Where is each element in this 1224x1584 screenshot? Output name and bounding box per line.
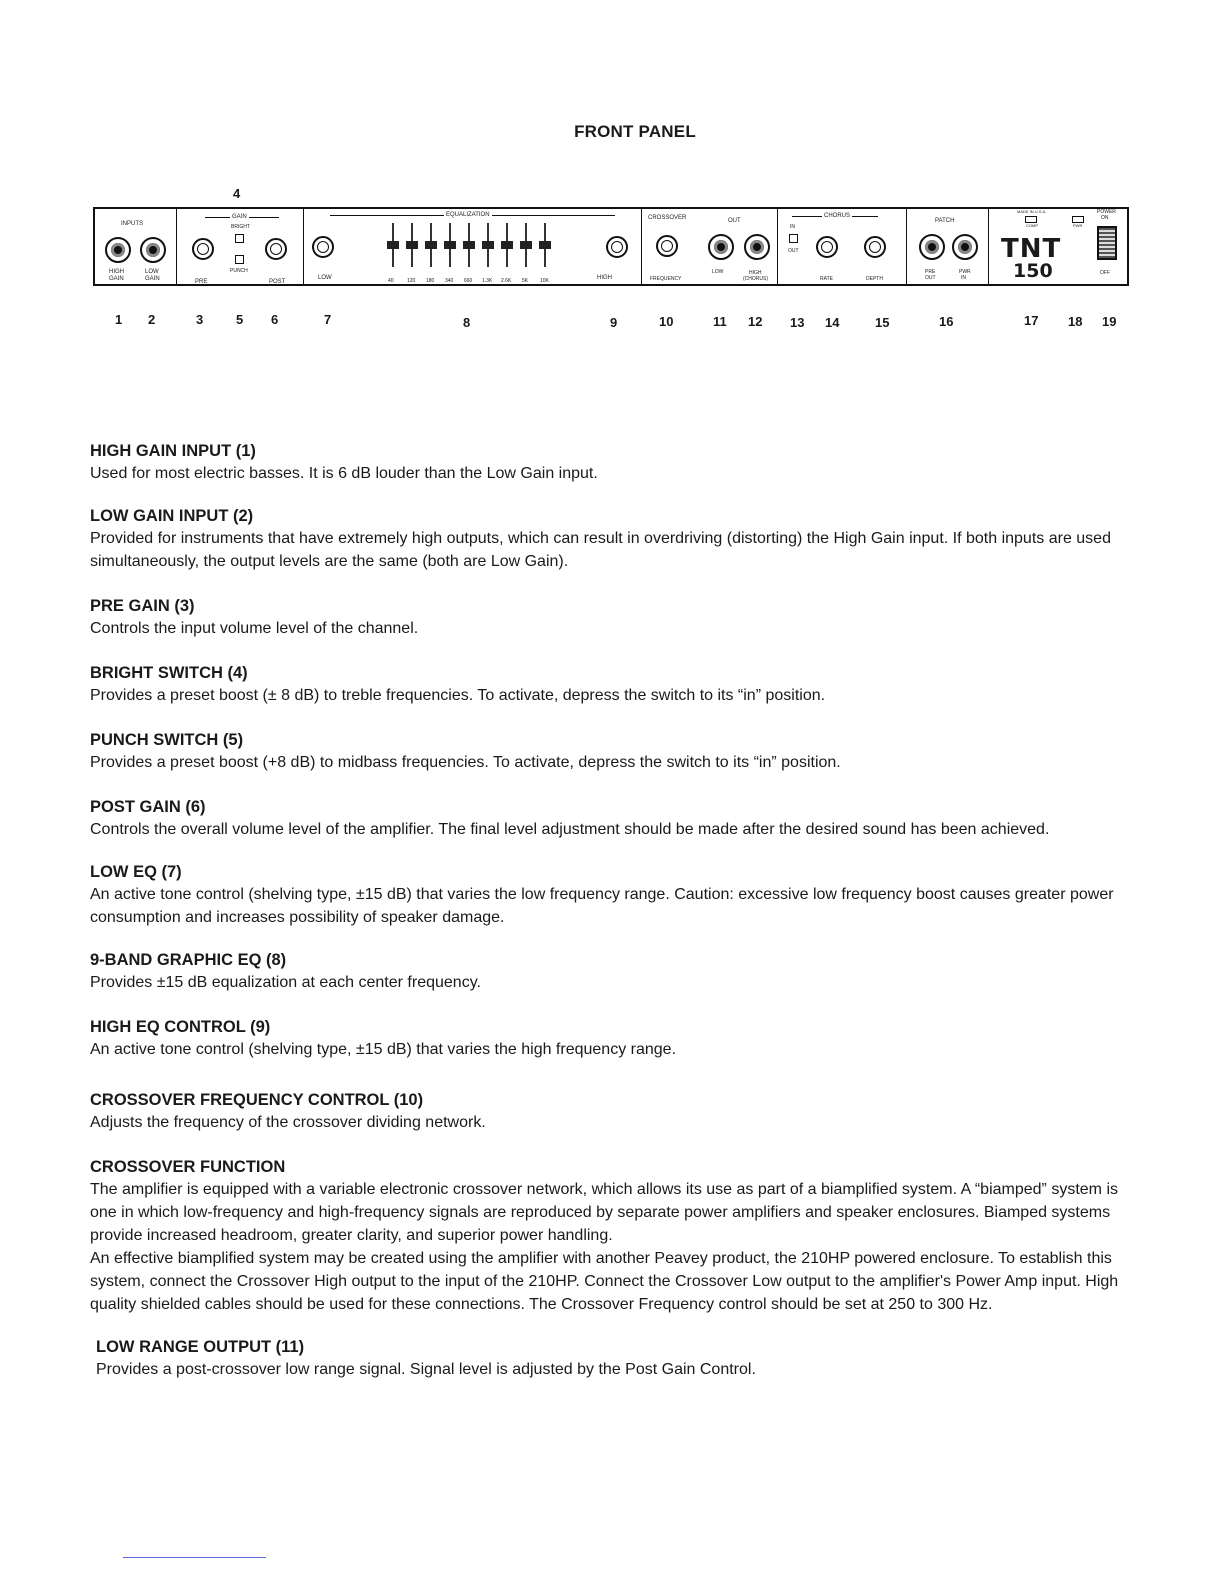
description-list <box>90 440 1125 1394</box>
out-high-label-2: (CHORUS) <box>743 276 768 282</box>
eq-slider-40[interactable] <box>387 223 399 267</box>
made-in-usa-label: MADE IN U.S.A. <box>1017 209 1047 214</box>
section-body: Provided for instruments that have extremely high outputs, which can result in overdriving (distorting) the High Gain input. If both inputs are used simultaneously, the output levels are the same (both are Low Gain). <box>90 530 1111 570</box>
footer-rule <box>123 1557 266 1558</box>
section-pre-gain <box>90 595 1125 640</box>
eq-freq-label: 40 <box>388 278 394 284</box>
power-switch[interactable] <box>1097 226 1117 260</box>
section-body: An effective biamplified system may be created using the amplifier with another Peavey product, the 210HP powered enclosure. To establish this system, connect the Crossover High output to the input of the 210HP. Connect the Crossover Low output to the amplifier's Power Amp input. High quality shielded cables should be used for these connections. The Crossover Frequency control should be set at 250 to 300 Hz. <box>90 1250 1119 1313</box>
section-post-gain <box>90 796 1125 841</box>
pre-out-label-1: PRE <box>925 269 936 275</box>
eq-slider-10k[interactable] <box>539 223 551 267</box>
pre-label: PRE <box>195 279 208 285</box>
section-punch-switch <box>90 729 1125 774</box>
pre-out-jack[interactable] <box>919 234 945 260</box>
inputs-label: INPUTS <box>121 221 144 227</box>
callout-number: 8 <box>463 315 471 330</box>
section-heading: HIGH GAIN INPUT (1) <box>90 442 256 460</box>
callout-number: 2 <box>148 312 156 327</box>
section-body: An active tone control (shelving type, ±15 dB) that varies the high frequency range. <box>90 1041 677 1058</box>
chorus-section <box>778 209 907 284</box>
out-high-label-1: HIGH <box>749 270 762 276</box>
low-gain-jack[interactable] <box>140 237 166 263</box>
punch-switch[interactable] <box>235 255 244 264</box>
eq-freq-label: 5K <box>522 278 529 284</box>
section-body: Provides a preset boost (± 8 dB) to treble frequencies. To activate, depress the switch to its “in” position. <box>90 687 826 704</box>
eq-slider-120[interactable] <box>406 223 418 267</box>
eq-freq-label: 340 <box>445 278 454 284</box>
section-body: Provides a post-crossover low range signal. Signal level is adjusted by the Post Gain Control. <box>96 1361 756 1378</box>
high-gain-jack[interactable] <box>105 237 131 263</box>
out-low-label: LOW <box>712 269 724 275</box>
section-low-range-output <box>90 1336 1125 1381</box>
high-knob-label: HIGH <box>597 275 612 281</box>
callout-number: 6 <box>271 312 279 327</box>
section-heading: LOW GAIN INPUT (2) <box>90 507 254 525</box>
section-crossover-frequency <box>90 1089 1125 1134</box>
section-heading: LOW EQ (7) <box>90 863 182 881</box>
section-body: Controls the overall volume level of the amplifier. The final level adjustment should be made after the desired sound has been achieved. <box>90 821 1050 838</box>
low-gain-label-1: LOW <box>145 269 159 275</box>
pwr-label: PWR <box>1073 223 1083 228</box>
crossover-section <box>642 209 778 284</box>
low-out-jack[interactable] <box>708 234 734 260</box>
section-crossover-function <box>90 1156 1125 1316</box>
gain-label: GAIN <box>232 214 247 220</box>
section-high-gain-input <box>90 440 1125 485</box>
rate-label: RATE <box>820 276 833 282</box>
section-body: The amplifier is equipped with a variable electronic crossover network, which allows its use as part of a biamplified system. A “biamped” system is one in which low-frequency and high-frequency signals are reproduced by separate power amplifiers and speaker enclosures. Biamped systems provide increased headroom, greater clarity, and superior power handling. <box>90 1181 1118 1244</box>
eq-slider-1-3k[interactable] <box>482 223 494 267</box>
callout-number: 3 <box>196 312 204 327</box>
callout-number: 17 <box>1024 313 1039 328</box>
callout-number: 7 <box>324 312 332 327</box>
section-body: Provides a preset boost (+8 dB) to midbass frequencies. To activate, depress the switch to its “in” position. <box>90 754 841 771</box>
eq-freq-label: 120 <box>407 278 416 284</box>
callout-number: 18 <box>1068 314 1083 329</box>
callout-numbers <box>0 312 1224 332</box>
bright-switch[interactable] <box>235 234 244 243</box>
chorus-label: CHORUS <box>824 213 851 219</box>
section-heading: PRE GAIN (3) <box>90 597 195 615</box>
section-graphic-eq <box>90 949 1125 994</box>
section-body: Provides ±15 dB equalization at each center frequency. <box>90 974 481 991</box>
section-heading: LOW RANGE OUTPUT (11) <box>96 1338 305 1356</box>
inputs-section <box>95 209 177 284</box>
pwr-in-label-1: PWR <box>959 269 971 275</box>
pre-gain-knob[interactable] <box>192 238 214 260</box>
eq-freq-label: 1.3K <box>482 278 493 284</box>
section-heading: CROSSOVER FUNCTION <box>90 1158 286 1176</box>
callout-number: 9 <box>610 315 618 330</box>
pwr-in-jack[interactable] <box>952 234 978 260</box>
eq-slider-5k[interactable] <box>520 223 532 267</box>
high-out-jack[interactable] <box>744 234 770 260</box>
section-body: An active tone control (shelving type, ±15 dB) that varies the low frequency range. Caution: excessive low frequency boost causes greater power consumption and increases possibility of speaker damage. <box>90 886 1114 926</box>
callout-number: 14 <box>825 315 840 330</box>
callout-number: 12 <box>748 314 763 329</box>
punch-label: PUNCH <box>230 268 248 274</box>
gain-section <box>177 209 304 284</box>
section-low-eq <box>90 861 1125 929</box>
crossover-label: CROSSOVER <box>648 215 687 221</box>
section-body: Controls the input volume level of the channel. <box>90 620 419 637</box>
brand-logo: TNT <box>1001 234 1062 264</box>
front-panel-diagram <box>93 207 1129 286</box>
bright-label: BRIGHT <box>231 224 250 230</box>
section-heading: BRIGHT SWITCH (4) <box>90 664 248 682</box>
callout-number: 1 <box>115 312 123 327</box>
equalization-label: EQUALIZATION <box>446 212 490 218</box>
callout-number: 16 <box>939 314 954 329</box>
section-bright-switch <box>90 662 1125 707</box>
comp-led <box>1025 216 1037 223</box>
chorus-switch[interactable] <box>789 234 798 243</box>
brand-model: 150 <box>1013 260 1053 282</box>
callout-number: 11 <box>713 314 727 329</box>
callout-number: 19 <box>1102 314 1117 329</box>
eq-slider-2-6k[interactable] <box>501 223 513 267</box>
post-gain-knob[interactable] <box>265 238 287 260</box>
high-eq-knob[interactable] <box>606 236 628 258</box>
pwr-in-label-2: IN <box>961 275 966 281</box>
depth-knob[interactable] <box>864 236 886 258</box>
section-heading: PUNCH SWITCH (5) <box>90 731 244 749</box>
rate-knob[interactable] <box>816 236 838 258</box>
eq-freq-label: 180 <box>426 278 435 284</box>
eq-slider-340[interactable] <box>444 223 456 267</box>
power-on-label-1: POWER <box>1097 209 1116 215</box>
low-knob-label: LOW <box>318 275 332 281</box>
page-title: FRONT PANEL <box>574 122 696 141</box>
section-body: Used for most electric basses. It is 6 dB louder than the Low Gain input. <box>90 465 598 482</box>
depth-label: DEPTH <box>866 276 883 282</box>
section-low-gain-input <box>90 505 1125 573</box>
chorus-out-label: OUT <box>788 248 799 254</box>
pre-out-label-2: OUT <box>925 275 936 281</box>
frequency-label: FREQUENCY <box>650 276 682 282</box>
callout-4: 4 <box>233 186 241 201</box>
low-gain-label-2: GAIN <box>145 276 160 282</box>
callout-number: 15 <box>875 315 890 330</box>
eq-freq-label: 2.6K <box>501 278 512 284</box>
section-heading: HIGH EQ CONTROL (9) <box>90 1018 271 1036</box>
eq-section <box>304 209 642 284</box>
eq-slider-180[interactable] <box>425 223 437 267</box>
chorus-in-label: IN <box>790 224 795 230</box>
crossover-frequency-knob[interactable] <box>656 235 678 257</box>
callout-number: 10 <box>659 314 674 329</box>
pwr-led <box>1072 216 1084 223</box>
callout-number: 13 <box>790 315 805 330</box>
high-gain-label-2: GAIN <box>109 276 124 282</box>
power-section <box>989 209 1127 284</box>
eq-slider-660[interactable] <box>463 223 475 267</box>
eq-freq-label: 10K <box>540 278 549 284</box>
patch-label: PATCH <box>935 218 955 224</box>
section-heading: CROSSOVER FREQUENCY CONTROL (10) <box>90 1091 424 1109</box>
off-label: OFF <box>1100 270 1110 276</box>
post-label: POST <box>269 279 286 285</box>
patch-section <box>907 209 989 284</box>
out-label: OUT <box>728 218 741 224</box>
comp-label: COMP <box>1026 223 1038 228</box>
eq-freq-label: 660 <box>464 278 473 284</box>
power-on-label-2: ON <box>1101 215 1109 221</box>
section-heading: 9-BAND GRAPHIC EQ (8) <box>90 951 287 969</box>
section-high-eq <box>90 1016 1125 1061</box>
high-gain-label-1: HIGH <box>109 269 124 275</box>
callout-number: 5 <box>236 312 244 327</box>
section-heading: POST GAIN (6) <box>90 798 206 816</box>
section-body: Adjusts the frequency of the crossover dividing network. <box>90 1114 486 1131</box>
low-eq-knob[interactable] <box>312 236 334 258</box>
